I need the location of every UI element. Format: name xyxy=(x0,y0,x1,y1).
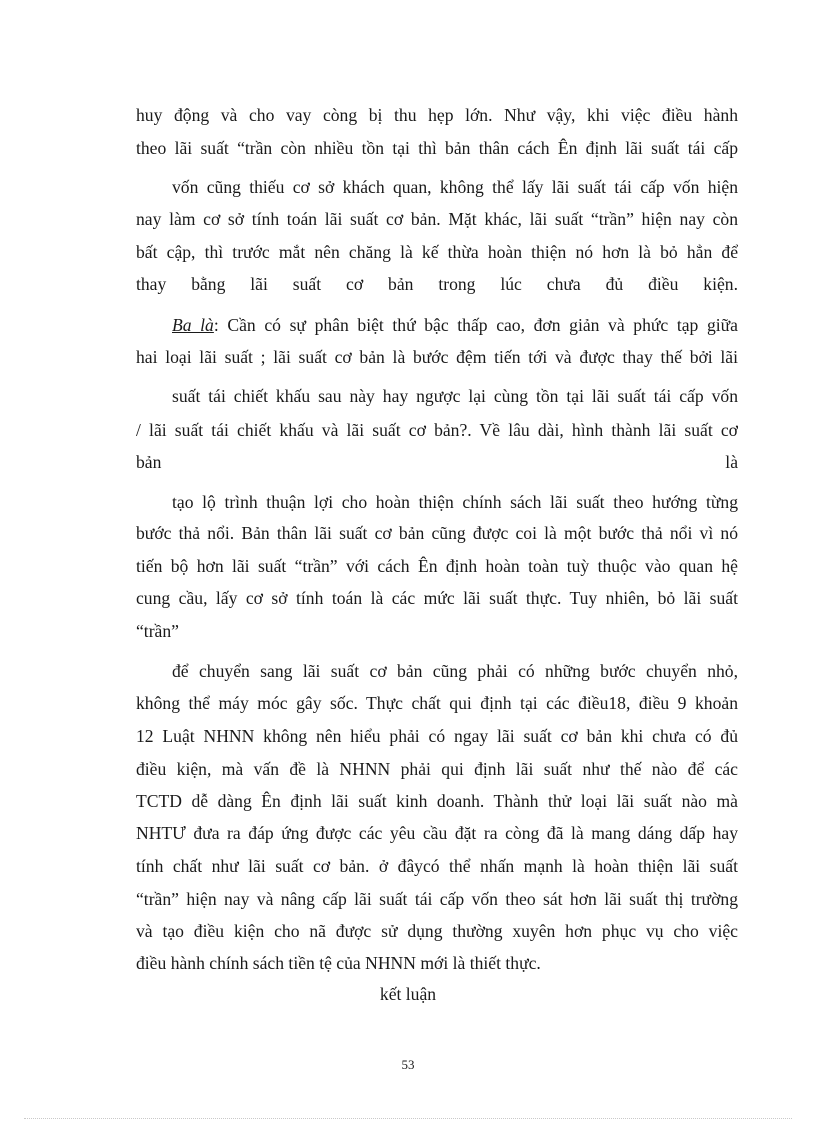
text-line: không thể máy móc gây sốc. Thực chất qui định tại các điều18, điều 9 khoản xyxy=(136,693,738,713)
page-number: 53 xyxy=(401,1057,415,1072)
text-line: 12 Luật NHNN không nên hiểu phải có ngay lãi suất cơ bản khi chưa có đủ xyxy=(136,726,738,746)
text-line: theo lãi suất “trần còn nhiều tồn tại thì bản thân cách Ên định lãi suất tái cấp xyxy=(136,138,738,158)
text-line: NHTƯ đưa ra đáp ứng được các yêu cầu đặt ra còng đã là mang dáng dấp hay xyxy=(136,823,738,843)
text-line: tính chất như lãi suất cơ bản. ở đâycó thể nhấn mạnh là hoàn thiện lãi suất xyxy=(136,856,738,876)
text-line-ba-la xyxy=(172,314,738,336)
text-line: bất cập, thì trước mắt nên chăng là kế thừa hoàn thiện nó hơn là bỏ hẳn để xyxy=(136,242,738,262)
text-line: tiến bộ hơn lãi suất “trần” với cách Ên định hoàn toàn tuỳ thuộc vào quan hệ xyxy=(136,556,738,576)
text-line: cung cầu, lấy cơ sở tính toán là các mức lãi suất thực. Tuy nhiên, bỏ lãi suất xyxy=(136,588,738,608)
text-line: bước thả nổi. Bản thân lãi suất cơ bản cũng được coi là một bước thả nổi vì nó xyxy=(136,523,738,543)
ba-la-label: Ba là xyxy=(172,315,214,335)
text-line: / lãi suất tái chiết khấu và lãi suất cơ bản?. Về lâu dài, hình thành lãi suất cơ xyxy=(136,420,738,440)
text-line: điều kiện, mà vấn đề là NHNN phải qui định lãi suất như thế nào để các xyxy=(136,759,738,779)
page-bottom-border xyxy=(24,1118,792,1119)
text-line: bản là xyxy=(136,452,738,472)
text-line: nay làm cơ sở tính toán lãi suất cơ bản. Mặt khác, lãi suất “trần” hiện nay còn xyxy=(136,209,738,229)
section-heading: kết luận xyxy=(379,984,437,1004)
text-line: hai loại lãi suất ; lãi suất cơ bản là bước đệm tiến tới và được thay thế bởi lãi xyxy=(136,347,738,367)
text-line: huy động và cho vay còng bị thu hẹp lớn. Như vậy, khi việc điều hành xyxy=(136,105,738,125)
ba-la-text: Cần có sự phân biệt thứ bậc thấp cao, đơn giản và phức tạp giữa xyxy=(227,315,738,335)
text-line: “trần” hiện nay và nâng cấp lãi suất tái cấp vốn theo sát hơn lãi suất thị trường xyxy=(136,889,738,909)
text-line: và tạo điều kiện cho nã được sử dụng thường xuyên hơn phục vụ cho việc xyxy=(136,921,738,941)
text-line: tạo lộ trình thuận lợi cho hoàn thiện chính sách lãi suất theo hướng từng xyxy=(172,492,738,512)
text-line: vốn cũng thiếu cơ sở khách quan, không thể lấy lãi suất tái cấp vốn hiện xyxy=(172,177,738,197)
text-line: điều hành chính sách tiền tệ của NHNN mới là thiết thực. xyxy=(136,953,541,973)
text-line: thay bằng lãi suất cơ bản trong lúc chưa đủ điều kiện. xyxy=(136,274,738,294)
text-line: TCTD dễ dàng Ên định lãi suất kinh doanh. Thành thử loại lãi suất nào mà xyxy=(136,791,738,811)
text-line: để chuyển sang lãi suất cơ bản cũng phải có những bước chuyển nhỏ, xyxy=(172,661,738,681)
ba-la-colon: : xyxy=(213,315,228,335)
text-line: “trần” xyxy=(136,621,179,641)
text-line: suất tái chiết khấu sau này hay ngược lại cùng tồn tại lãi suất tái cấp vốn xyxy=(172,386,738,406)
